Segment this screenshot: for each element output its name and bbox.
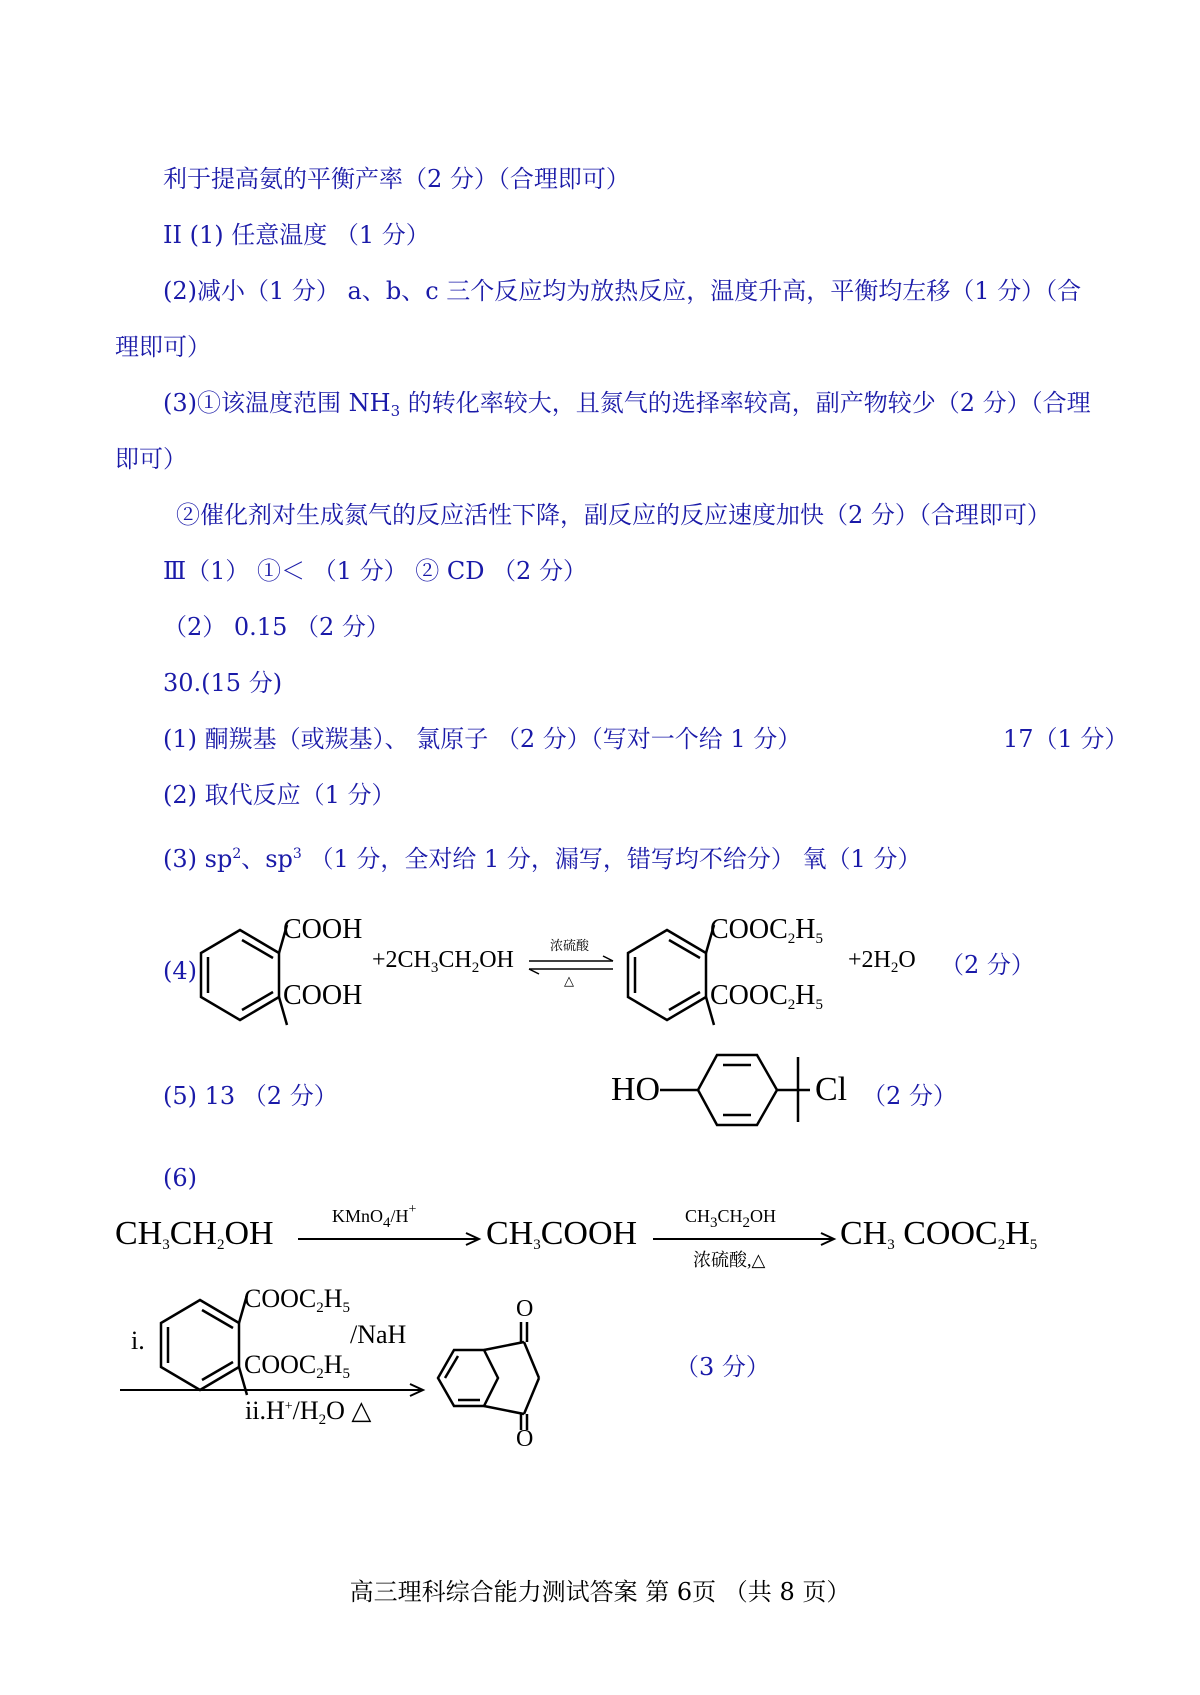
l4a-pre: (3)①该温度范围 NH (163, 389, 391, 417)
q6-ester-top: $COOC_2H_5$ (244, 1284, 351, 1316)
q6-arrow-3 (120, 1384, 425, 1396)
q5-ho: HO (611, 1071, 661, 1108)
q6-condition-1: KMnO$_4$/H+ (332, 1202, 417, 1231)
q4-water: $+2H_2O$ (848, 947, 916, 976)
l11-sup2: 3 (292, 846, 302, 862)
answer-line-6: Ⅲ（1） ①＜ （1 分） ② CD （2 分） (163, 557, 587, 585)
l11-pre: (3) sp (163, 845, 233, 873)
q6-nah: /NaH (350, 1320, 407, 1349)
diethyl-phthalate-structure (622, 925, 712, 1025)
q6-acetic-acid: $CH_3COOH$ (486, 1215, 638, 1253)
q6-ethyl-acetate: $CH_3$ $COOC_2H_5$ (840, 1215, 1038, 1253)
q4-ester-top: $COOC_2H_5$ (710, 914, 824, 947)
q5-label: (5) 13 （2 分） (163, 1082, 338, 1110)
q4-ethanol-reagent: $+2CH_3CH_2OH$ (372, 947, 514, 976)
q5-cl: Cl (815, 1071, 848, 1108)
l4a-sub: 3 (390, 402, 401, 420)
q4-cooh-top: COOH (283, 914, 363, 945)
equilibrium-arrow (527, 955, 615, 975)
q6-phthalate-structure (155, 1295, 245, 1395)
q6-arrow-1 (298, 1233, 481, 1245)
q6-ester-bottom: $COOC_2H_5$ (244, 1350, 351, 1382)
q6-step-i: i. (131, 1326, 145, 1355)
l4a-post: 的转化率较大，且氮气的选择率较高，副产物较少（2 分）（合理 (400, 389, 1091, 417)
answer-line-1: 利于提高氨的平衡产率（2 分）（合理即可） (163, 165, 630, 193)
q5-score: （2 分） (862, 1082, 957, 1110)
q6-arrow-2 (653, 1233, 836, 1245)
q5-phenol-structure (660, 1040, 810, 1140)
q6-condition-2-bottom: 浓硫酸,△ (693, 1250, 766, 1270)
answer-line-4a (163, 388, 1091, 418)
answer-30-3 (163, 844, 921, 874)
question-30-heading: 30.(15 分) (163, 669, 283, 697)
answer-30-1-right: 17（1 分） (1003, 725, 1129, 753)
q4-ester-bottom: $COOC_2H_5$ (710, 980, 824, 1013)
answer-line-3b: 理即可） (115, 333, 211, 361)
indanedione-structure (432, 1320, 552, 1435)
q4-label: (4) (163, 957, 197, 985)
q4-condition-top: 浓硫酸 (550, 938, 590, 953)
phthalic-acid-structure (195, 925, 285, 1025)
q6-step-ii: $ii.H^+/H_2O$ △ (245, 1396, 372, 1428)
l11-sup1: 2 (232, 846, 242, 862)
l11-mid: 、sp (241, 845, 293, 873)
answer-line-3a: (2)减小（1 分） a、b、c 三个反应均为放热反应，温度升高，平衡均左移（1 分）（合 (163, 277, 1082, 305)
q6-ethanol: $CH_3CH_2OH$ (115, 1215, 274, 1253)
l11-post: （1 分，全对给 1 分，漏写，错写均不给分） 氧（1 分） (301, 845, 922, 873)
q6-condition-2-top: $CH_3CH_2OH$ (685, 1206, 777, 1231)
q6-oxygen-bottom: O (516, 1426, 534, 1452)
q4-condition-bottom: △ (564, 973, 574, 988)
answer-line-5: ②催化剂对生成氮气的反应活性下降，副反应的反应速度加快（2 分）（合理即可） (176, 501, 1051, 529)
answer-line-2: II (1) 任意温度 （1 分） (163, 221, 430, 249)
q6-oxygen-top: O (516, 1296, 534, 1322)
q4-score: （2 分） (940, 951, 1035, 979)
answer-30-1: (1) 酮羰基（或羰基）、 氯原子 （2 分）（写对一个给 1 分） (163, 725, 802, 753)
q4-cooh-bottom: COOH (283, 980, 363, 1011)
page-footer: 高三理科综合能力测试答案 第 6页 （共 8 页） (349, 1578, 851, 1606)
answer-line-4b: 即可） (115, 445, 187, 473)
answer-30-2: (2) 取代反应（1 分） (163, 781, 396, 809)
q6-label: (6) (163, 1164, 197, 1192)
q6-score: （3 分） (675, 1353, 770, 1381)
answer-line-7: （2） 0.15 （2 分） (163, 613, 390, 641)
